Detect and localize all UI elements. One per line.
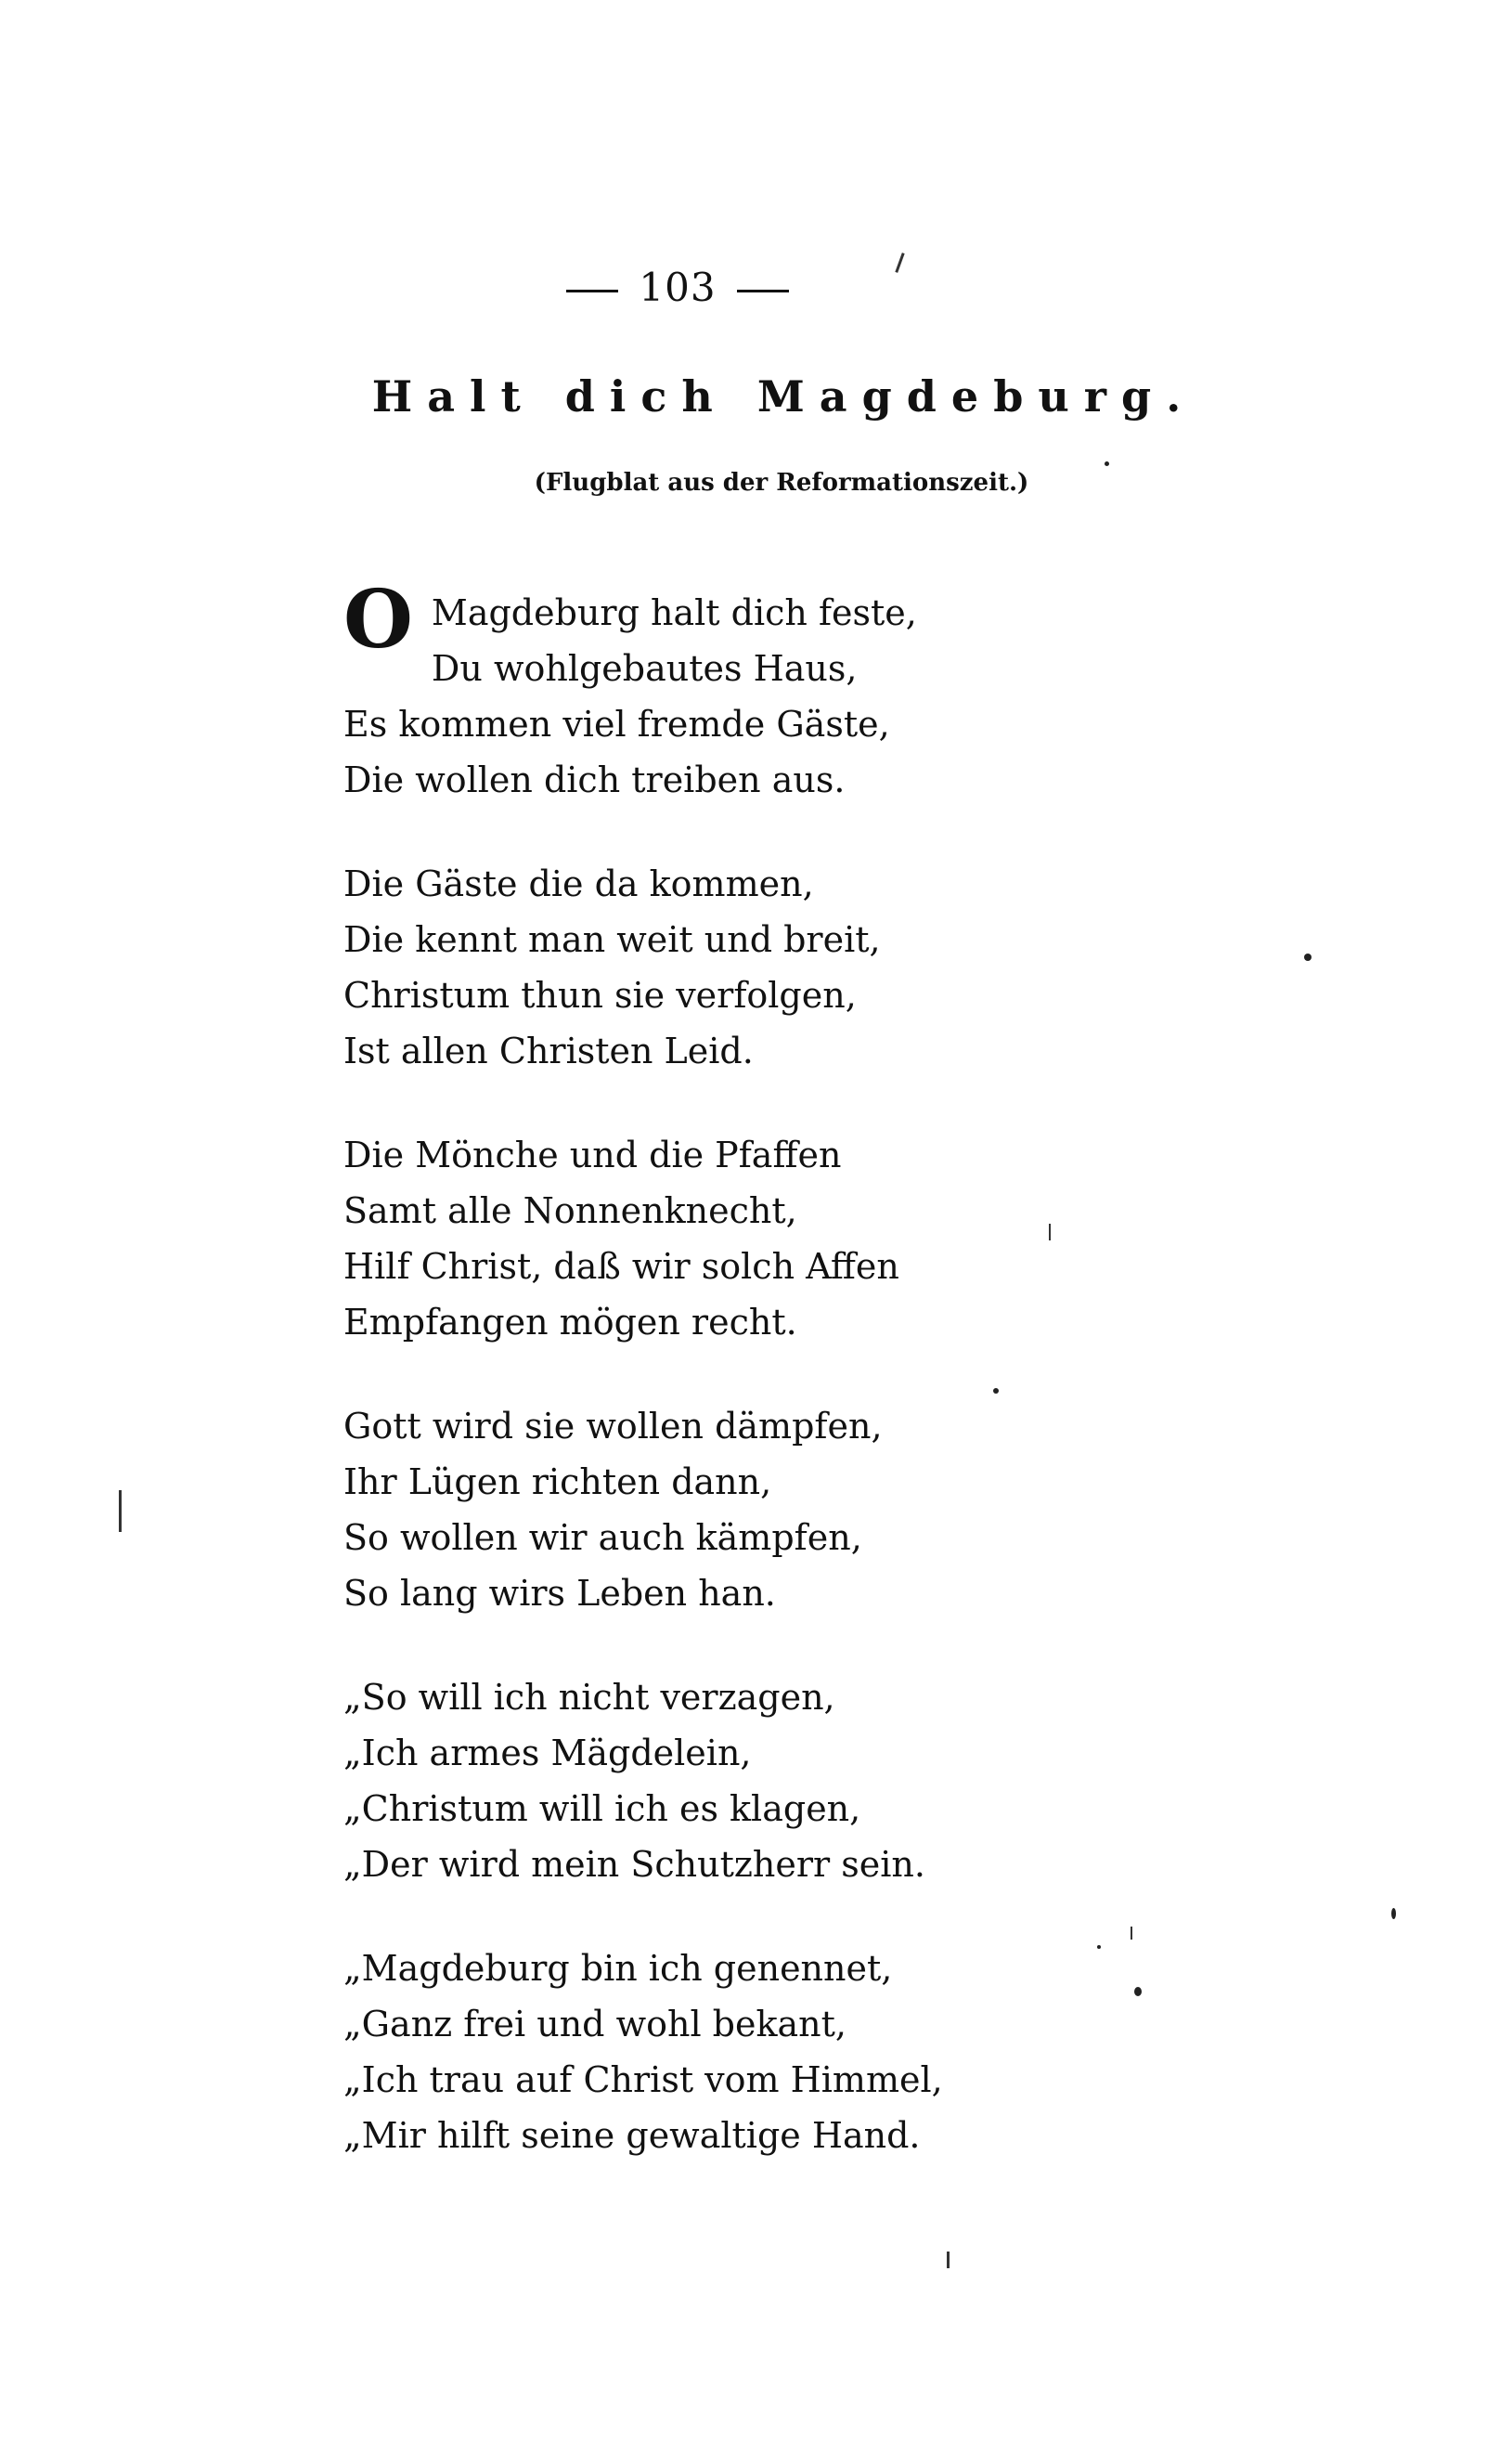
poem-line: Die wollen dich treiben aus. <box>343 759 846 800</box>
header-dash-left <box>566 290 618 292</box>
poem-line: Gott wird sie wollen dämpfen, <box>343 1406 883 1447</box>
page-header <box>520 265 835 310</box>
poem-line: „So will ich nicht verzagen, <box>343 1677 835 1718</box>
stanza <box>343 1398 1179 1621</box>
scan-mark <box>1131 1927 1132 1940</box>
poem-line: Es kommen viel fremde Gäste, <box>343 704 890 745</box>
drop-cap: O <box>343 573 413 667</box>
scan-speck <box>1105 461 1109 466</box>
poem-line <box>343 573 1179 667</box>
page-number: 103 <box>639 265 717 310</box>
poem-line: Ihr Lügen richten dann, <box>343 1461 772 1502</box>
poem-line: Empfangen mögen recht. <box>343 1302 797 1343</box>
poem-line: „Ich armes Mägdelein, <box>343 1733 752 1773</box>
poem-line: So lang wirs Leben han. <box>343 1573 776 1614</box>
header-dash-right <box>737 290 789 292</box>
poem-line: „Christum will ich es klagen, <box>343 1788 861 1829</box>
poem-line: Ist allen Christen Leid. <box>343 1031 754 1071</box>
scan-speck <box>1097 1945 1101 1949</box>
scan-speck <box>1391 1908 1396 1919</box>
stanza <box>343 1940 1179 2163</box>
poem-line: Samt alle Nonnenknecht, <box>343 1190 797 1231</box>
poem-line: Die Gäste die da kommen, <box>343 863 814 904</box>
poem-line: Du wohlgebautes Haus, <box>431 648 858 689</box>
poem-title: Halt dich Magdeburg. <box>371 371 1196 422</box>
poem-line: Die kennt man weit und breit, <box>343 919 881 960</box>
poem-body <box>343 573 1179 2212</box>
stanza <box>343 573 1179 808</box>
poem-line: So wollen wir auch kämpfen, <box>343 1517 862 1558</box>
poem-line: Die Mönche und die Pfaffen <box>343 1135 842 1175</box>
scan-mark <box>947 2252 950 2268</box>
stanza <box>343 856 1179 1079</box>
poem-line: „Magdeburg bin ich genennet, <box>343 1948 893 1989</box>
scan-speck <box>1304 954 1312 961</box>
poem-subtitle: (Flugblat aus der Reformationszeit.) <box>534 469 1029 497</box>
poem-line: „Mir hilft seine gewaltige Hand. <box>343 2115 921 2156</box>
poem-line: Christum thun sie verfolgen, <box>343 975 857 1016</box>
poem-line: Hilf Christ, daß wir solch Affen <box>343 1246 899 1287</box>
scan-speck <box>993 1388 999 1394</box>
stanza <box>343 1669 1179 1892</box>
scan-mark <box>895 253 904 273</box>
scan-mark <box>119 1490 122 1532</box>
scan-mark <box>1049 1224 1051 1240</box>
poem-line: „Ganz frei und wohl bekant, <box>343 2004 847 2044</box>
scan-speck <box>1134 1987 1142 1996</box>
stanza <box>343 1127 1179 1350</box>
poem-line: „Der wird mein Schutzherr sein. <box>343 1844 925 1885</box>
poem-line-text: Magdeburg halt dich feste, <box>431 592 917 633</box>
poem-line: „Ich trau auf Christ vom Himmel, <box>343 2059 943 2100</box>
